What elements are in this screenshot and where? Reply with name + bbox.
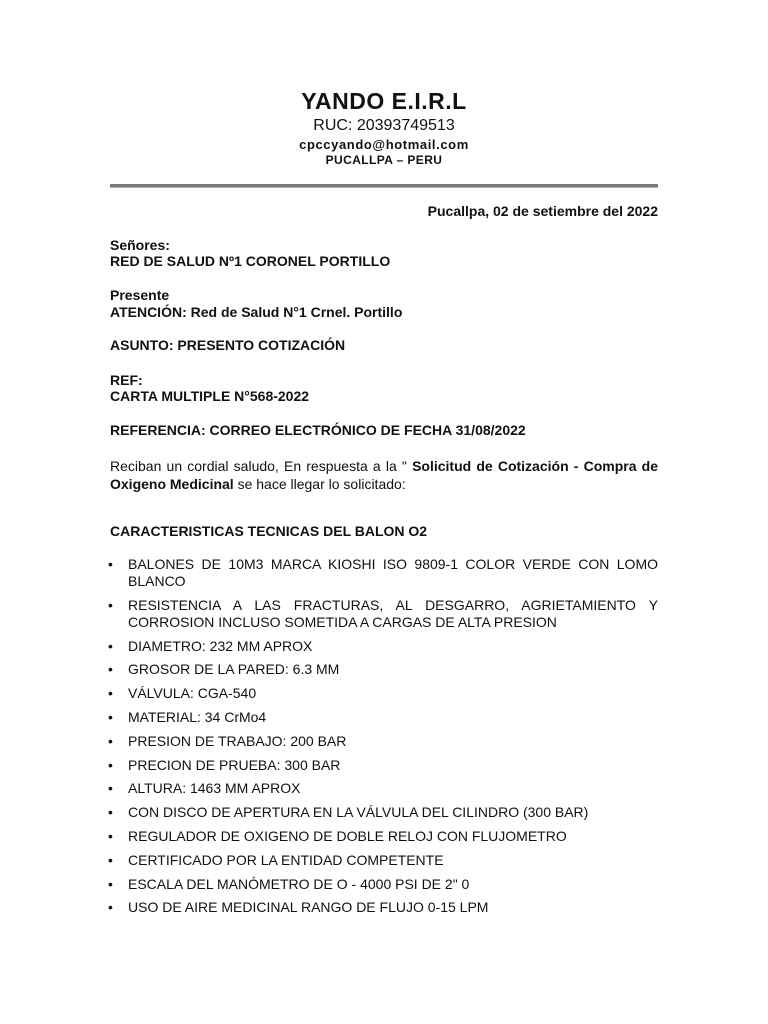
list-item [110,556,658,590]
bullet-icon: • [108,756,113,773]
list-item [110,597,658,631]
body-outro: se hace llegar lo solicitado: [233,476,406,492]
bullet-icon: • [108,827,113,844]
list-item [110,757,658,774]
company-ruc: RUC: 20393749513 [313,117,455,134]
spec-text: USO DE AIRE MEDICINAL RANGO DE FLUJO 0-15 LPM [128,899,489,916]
list-item [110,661,658,678]
bullet-icon: • [108,556,113,572]
bullet-icon: • [108,637,113,654]
bullet-icon: • [108,851,113,868]
bullet-icon: • [108,780,113,797]
bullet-icon: • [108,596,113,613]
company-city: PUCALLPA – PERU [325,153,443,167]
spec-text: BALONES DE 10M3 MARCA KIOSHI ISO 9809-1 COLOR VERDE CON LOMO BLANCO [128,556,658,589]
spec-text: DIAMETRO: 232 MM APROX [128,637,313,654]
bullet-icon: • [108,708,113,725]
spec-text: PRECION DE PRUEBA: 300 BAR [128,756,341,773]
spec-text: REGULADOR DE OXIGENO DE DOBLE RELOJ CON FLUJOMETRO [128,827,567,844]
spec-text: CERTIFICADO POR LA ENTIDAD COMPETENTE [128,851,444,868]
letter-date: Pucallpa, 02 de setiembre del 2022 [427,203,658,219]
body-request-title: Solicitud de Cotización - Compra de Oxigeno Medicinal [110,458,659,492]
spec-text: PRESION DE TRABAJO: 200 BAR [128,732,347,749]
spec-text: VÁLVULA: CGA-540 [128,685,257,702]
spec-list [110,556,658,923]
spec-text: GROSOR DE LA PARED: 6.3 MM [128,661,340,678]
list-item [110,709,658,726]
attention-line: ATENCIÓN: Red de Salud N°1 Crnel. Portillo [110,304,403,320]
recipient-salutation: Señores: [110,237,170,253]
bullet-icon: • [108,661,113,678]
list-item [110,780,658,797]
bullet-icon: • [108,732,113,749]
bullet-icon: • [108,685,113,702]
section-title: CARACTERISTICAS TECNICAS DEL BALON O2 [110,523,428,539]
spec-text: CON DISCO DE APERTURA EN LA VÁLVULA DEL CILINDRO (300 BAR) [128,804,589,821]
recipient-name: RED DE SALUD Nº1 CORONEL PORTILLO [110,253,391,269]
company-email: cpccyando@hotmail.com [299,137,469,152]
recipient-presente: Presente [110,287,170,303]
subject-line: ASUNTO: PRESENTO COTIZACIÓN [110,337,346,353]
header-divider [110,184,658,188]
list-item [110,685,658,702]
list-item [110,828,658,845]
ref-value: CARTA MULTIPLE N°568-2022 [110,388,310,404]
spec-text: ESCALA DEL MANÓMETRO DE O - 4000 PSI DE 2" 0 [128,875,470,892]
spec-text: RESISTENCIA A LAS FRACTURAS, AL DESGARRO, AGRIETAMIENTO Y CORROSION INCLUSO SOMETIDA A CARGAS DE ALTA PRESION [128,596,658,630]
reference-line: REFERENCIA: CORREO ELECTRÓNICO DE FECHA 31/08/2022 [110,422,526,438]
bullet-icon: • [108,899,113,916]
list-item [110,899,658,916]
list-item [110,804,658,821]
spec-text: ALTURA: 1463 MM APROX [128,780,301,797]
list-item [110,638,658,655]
bullet-icon: • [108,875,113,892]
ref-label: REF: [110,372,143,388]
spec-text: MATERIAL: 34 CrMo4 [128,708,267,725]
list-item [110,852,658,869]
body-paragraph [110,457,658,493]
company-name: YANDO E.I.R.L [301,88,467,114]
list-item [110,733,658,750]
list-item [110,876,658,893]
body-intro: Reciban un cordial saludo, En respuesta a la " [110,458,413,474]
bullet-icon: • [108,804,113,821]
